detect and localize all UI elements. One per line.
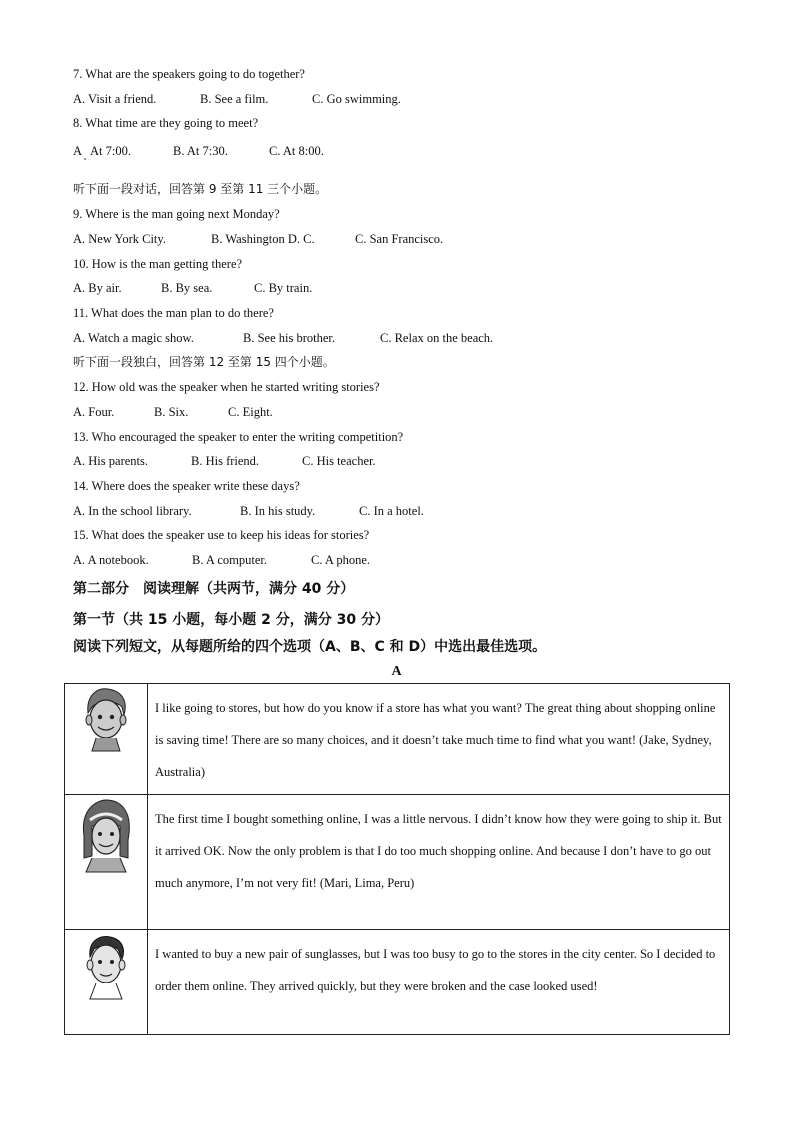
table-row <box>65 795 730 930</box>
question-7: 7. What are the speakers going to do together? <box>73 67 305 81</box>
instruction-dialog: 听下面一段对话，回答第 9 至第 11 三个小题。 <box>73 182 328 196</box>
option-c: C. In a hotel. <box>359 504 424 518</box>
question-11: 11. What does the man plan to do there? <box>73 306 274 320</box>
stray-dot <box>84 158 86 160</box>
instruction-monologue: 听下面一段独白，回答第 12 至第 15 四个小题。 <box>73 355 335 369</box>
girl-avatar-icon <box>76 796 136 876</box>
option-a: A. His parents. <box>73 454 148 468</box>
question-15: 15. What does the speaker use to keep his ideas for stories? <box>73 528 370 542</box>
options-15 <box>73 552 370 568</box>
option-a: A. Watch a magic show. <box>73 331 194 345</box>
avatar-cell <box>65 684 148 795</box>
question-8: 8. What time are they going to meet? <box>73 116 259 130</box>
option-c: C. His teacher. <box>302 454 376 468</box>
letter-text-third: I wanted to buy a new pair of sunglasses, but I was too busy to go to the stores in the city center. So I decided to order them online. They arrived quickly, but they were broken and the case looked used! <box>148 930 730 1035</box>
option-b: B. Six. <box>154 405 189 419</box>
option-b: B. Washington D. C. <box>211 232 315 246</box>
option-c: C. Relax on the beach. <box>380 331 494 345</box>
option-a: A. By air. <box>73 281 122 295</box>
option-c: C. Eight. <box>228 405 273 419</box>
boy-avatar-icon <box>78 685 134 757</box>
options-9 <box>73 231 443 247</box>
part-two-heading: 第二部分 阅读理解（共两节，满分 40 分） <box>73 581 355 597</box>
avatar-cell <box>65 930 148 1035</box>
option-c: C. By train. <box>254 281 313 295</box>
options-8 <box>73 143 324 159</box>
table-row <box>65 684 730 795</box>
question-10: 10. How is the man getting there? <box>73 257 243 271</box>
option-a: A. In the school library. <box>73 504 192 518</box>
letter-text-mari: The first time I bought something online, I was a little nervous. I didn’t know how they were going to ship it. But it arrived OK. Now the only problem is that I do too much shopping online. And because I don’t have to go out much anymore, I’m not very fit! (Mari, Lima, Peru) <box>148 795 730 930</box>
option-b: B. At 7:30. <box>173 144 228 158</box>
option-c: C. At 8:00. <box>269 144 324 158</box>
option-c: C. Go swimming. <box>312 92 401 106</box>
option-b: B. See a film. <box>200 92 269 106</box>
option-b: B. A computer. <box>192 553 267 567</box>
options-10 <box>73 280 312 296</box>
options-7 <box>73 91 401 107</box>
section-one-heading: 第一节（共 15 小题，每小题 2 分，满分 30 分） <box>73 612 389 628</box>
option-b: B. See his brother. <box>243 331 336 345</box>
avatar-cell <box>65 795 148 930</box>
passage-label: A <box>391 664 402 679</box>
question-14: 14. Where does the speaker write these days? <box>73 479 300 493</box>
option-a: A. A notebook. <box>73 553 149 567</box>
man-avatar-icon <box>78 931 134 1003</box>
option-c: C. San Francisco. <box>355 232 444 246</box>
letters-table <box>64 683 730 1035</box>
table-row <box>65 930 730 1035</box>
options-12 <box>73 404 273 420</box>
option-a: A At 7:00. <box>73 144 131 158</box>
options-11 <box>73 330 493 346</box>
letter-text-jake: I like going to stores, but how do you know if a store has what you want? The great thing about shopping online is saving time! There are so many choices, and it doesn’t take much time to find what you want! (Jake, Sydney, Australia) <box>148 684 730 795</box>
question-9: 9. Where is the man going next Monday? <box>73 207 280 221</box>
option-a: A. Four. <box>73 405 115 419</box>
option-b: B. His friend. <box>191 454 260 468</box>
reading-directions: 阅读下列短文，从每题所给的四个选项（A、B、C 和 D）中选出最佳选项。 <box>73 639 547 655</box>
options-14 <box>73 503 424 519</box>
option-c: C. A phone. <box>311 553 371 567</box>
option-b: B. In his study. <box>240 504 316 518</box>
option-b: B. By sea. <box>161 281 213 295</box>
question-12: 12. How old was the speaker when he started writing stories? <box>73 380 380 394</box>
option-a: A. New York City. <box>73 232 166 246</box>
question-13: 13. Who encouraged the speaker to enter the writing competition? <box>73 430 404 444</box>
option-a: A. Visit a friend. <box>73 92 157 106</box>
options-13 <box>73 453 376 469</box>
